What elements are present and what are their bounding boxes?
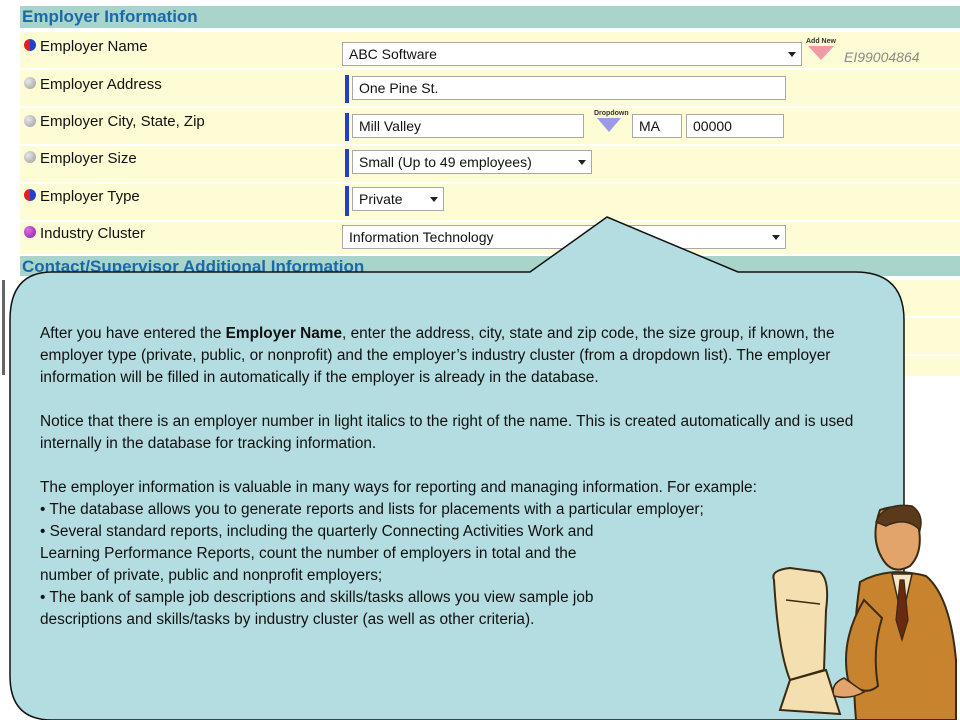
industry-cluster-value: Information Technology bbox=[349, 229, 494, 245]
employer-city-state-zip-label: Employer City, State, Zip bbox=[40, 113, 205, 130]
employer-size-label: Employer Size bbox=[40, 150, 137, 167]
employer-zip-value: 00000 bbox=[693, 118, 732, 134]
callout-bullet-line: • The database allows you to generate reports and lists for placements with a particular employer; bbox=[40, 501, 704, 518]
add-new-label[interactable]: Add New bbox=[806, 38, 836, 45]
callout-bullet-line: descriptions and skills/tasks by industry cluster (as well as other criteria). bbox=[40, 611, 535, 628]
employer-name-label: Employer Name bbox=[40, 38, 148, 55]
man-at-computer-clipart bbox=[760, 500, 960, 720]
callout-paragraph-3: The employer information is valuable in many ways for reporting and managing information. For example: bbox=[40, 479, 757, 496]
employer-name-value: ABC Software bbox=[349, 46, 437, 62]
dropdown-label[interactable]: Dropdown bbox=[594, 110, 629, 117]
callout-bullet-line: • Several standard reports, including the quarterly Connecting Activities Work and bbox=[40, 523, 594, 540]
callout-bold-term: Employer Name bbox=[225, 325, 343, 342]
employer-state-value: MA bbox=[639, 118, 660, 134]
callout-bullet-line: number of private, public and nonprofit employers; bbox=[40, 567, 383, 584]
contact-section-title: Contact/Supervisor Additional Information bbox=[22, 257, 365, 276]
callout-bullet-line: • The bank of sample job descriptions and skills/tasks allows you view sample job bbox=[40, 589, 594, 606]
callout-paragraph-1: After you have entered the Employer Name, enter the address, city, state and zip code, the size group, if known, the employer type (private, public, or nonprofit) and the employer’s industry cluster (from a dropdown list). The employer information will be filled in automatically if the employer is already in the database. bbox=[40, 325, 835, 386]
callout-text bbox=[40, 323, 870, 631]
callout-paragraph-2: Notice that there is an employer number in light italics to the right of the name. This is created automatically and is used internally in the database for tracking information. bbox=[40, 413, 854, 452]
employer-id: EI99004864 bbox=[844, 49, 920, 65]
employer-city-value: Mill Valley bbox=[359, 118, 421, 134]
industry-cluster-label: Industry Cluster bbox=[40, 225, 146, 242]
employer-type-value: Private bbox=[359, 191, 403, 207]
employer-section-title: Employer Information bbox=[22, 7, 198, 26]
employer-address-label: Employer Address bbox=[40, 76, 162, 93]
employer-type-label: Employer Type bbox=[40, 188, 140, 205]
employer-size-value: Small (Up to 49 employees) bbox=[359, 154, 532, 170]
callout-bullet-line: Learning Performance Reports, count the number of employers in total and the bbox=[40, 545, 577, 562]
employer-address-value: One Pine St. bbox=[359, 80, 439, 96]
